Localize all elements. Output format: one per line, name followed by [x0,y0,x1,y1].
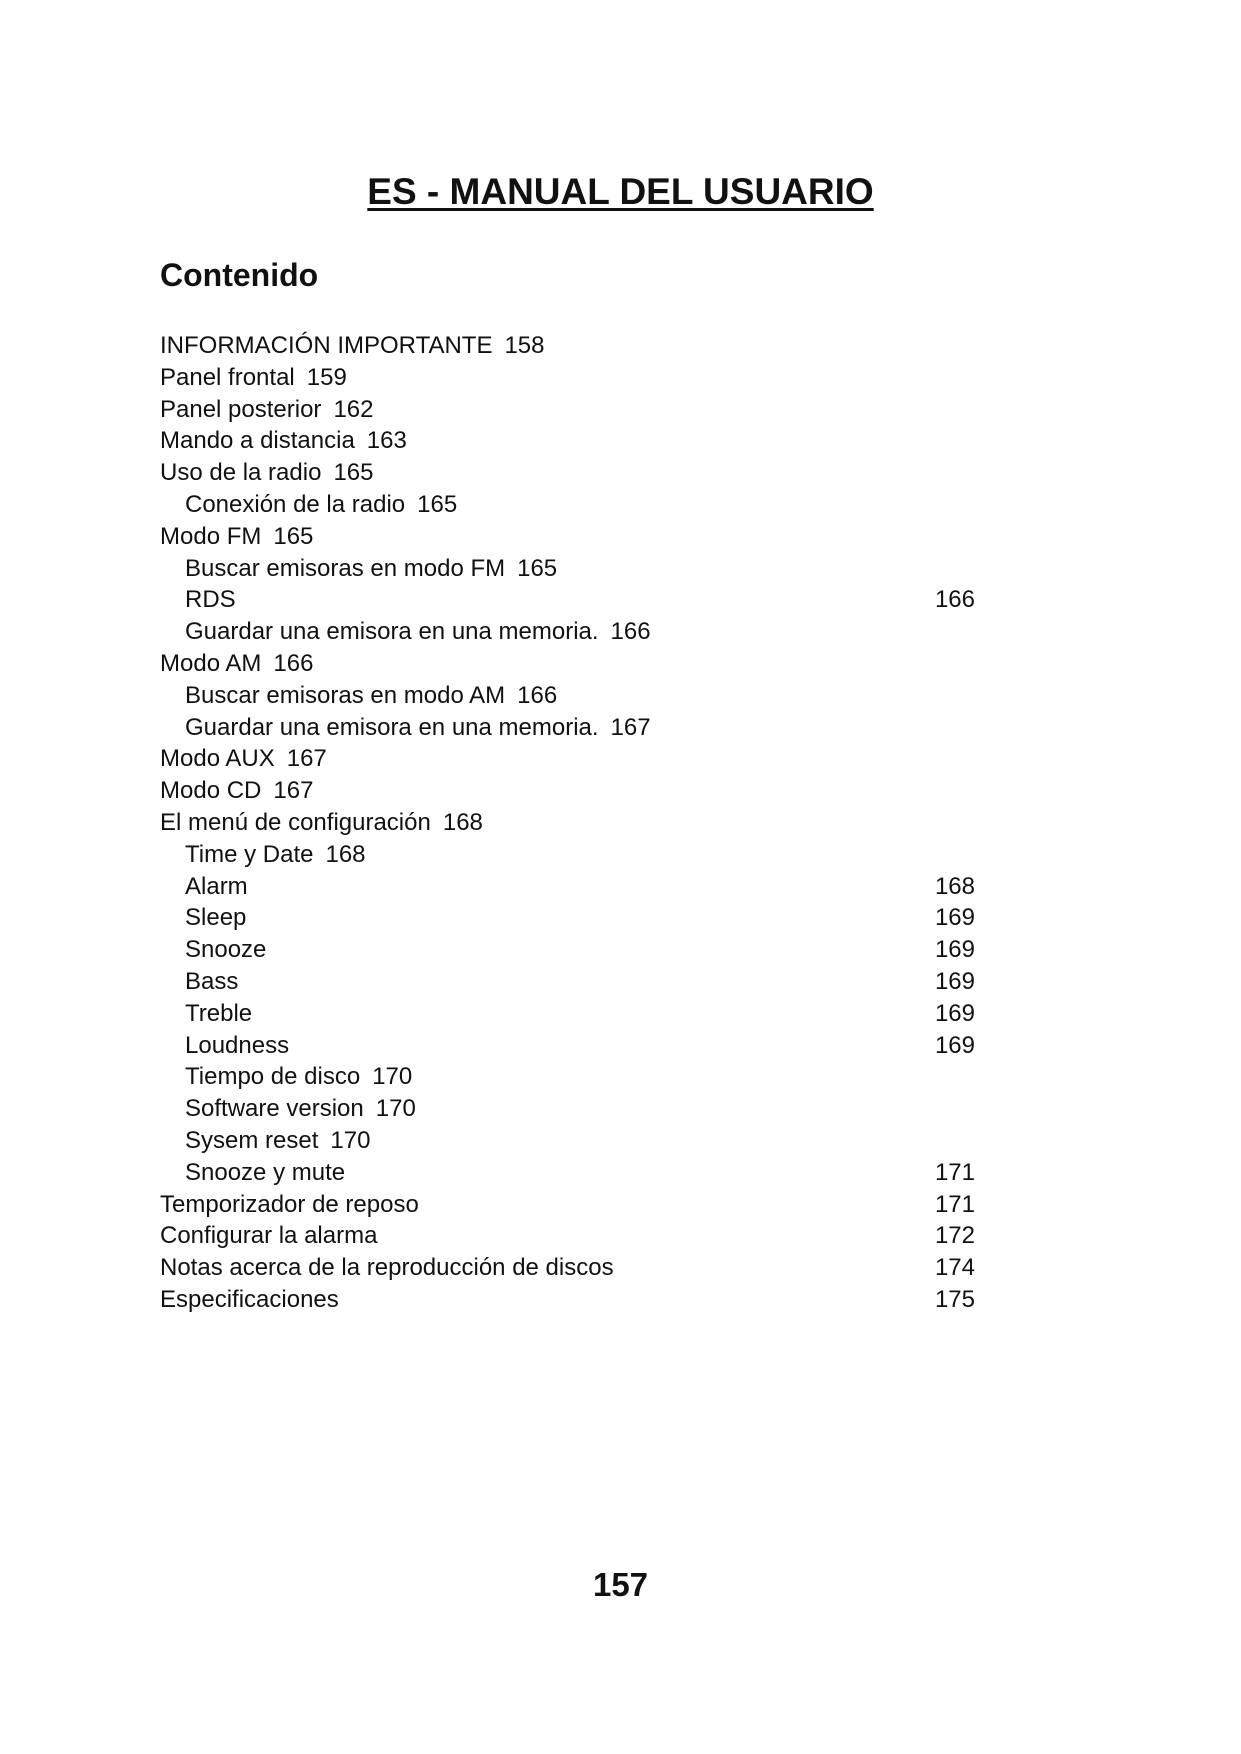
toc-entry-page: 171 [934,1158,975,1186]
toc-entry [160,1189,975,1221]
toc-entry-label: Guardar una emisora en una memoria. [185,618,599,646]
toc-entry [160,584,975,616]
toc-entry [160,998,975,1030]
toc-entry-page: 166 [610,618,651,646]
toc-entry-label: Configurar la alarma [160,1222,378,1250]
contents-heading: Contenido [160,257,319,293]
toc-entry-page: 165 [517,554,558,582]
toc-entry-label: Panel posterior [160,395,322,423]
toc-entry-page: 159 [306,363,347,391]
toc-entry [160,743,975,775]
toc-entry-page: 169 [934,967,975,995]
toc-entry [160,1125,975,1157]
toc-entry [160,902,975,934]
toc-entry [160,1093,975,1125]
toc-entry-page: 171 [934,1190,975,1218]
toc-entry-page: 167 [286,745,327,773]
toc-entry-page: 166 [934,586,975,614]
toc-entry-page: 165 [417,490,458,518]
toc-entry-label: Modo AUX [160,745,275,773]
toc-entry-label: Sleep [185,904,247,932]
toc-entry [160,807,975,839]
toc-entry-label: Sysem reset [185,1126,319,1154]
toc-entry [160,616,975,648]
toc-entry-label: INFORMACIÓN IMPORTANTE [160,332,493,359]
toc-entry-page: 167 [610,713,651,741]
toc-entry-label: Conexión de la radio [185,490,406,518]
toc-entry [160,680,975,712]
toc-entry-label: Software version [185,1095,364,1123]
toc-entry-page: 169 [934,999,975,1027]
toc-entry-label: Tiempo de disco [185,1063,361,1091]
toc-entry [160,712,975,744]
toc-entry-label: Snooze y mute [185,1158,346,1186]
toc-entry [160,394,975,426]
toc-entry [160,871,975,903]
toc-entry-label: Modo AM [160,649,262,677]
toc-entry-label: Bass [185,967,239,995]
toc-entry-page: 170 [330,1126,371,1154]
toc-entry-page: 158 [504,332,545,359]
toc-entry [160,1252,975,1284]
toc-entry [160,839,975,871]
toc-entry-page: 163 [366,427,407,455]
toc-entry-page: 170 [375,1095,416,1123]
toc-entry-label: Buscar emisoras en modo FM [185,554,506,582]
toc-entry [160,330,975,362]
toc-entry [160,425,975,457]
toc-entry-label: Guardar una emisora en una memoria. [185,713,599,741]
toc-entry-label: RDS [185,586,236,614]
toc-entry-label: Snooze [185,936,267,964]
toc-entry [160,1061,975,1093]
toc-entry-page: 174 [934,1254,975,1282]
toc-entry-page: 165 [273,522,314,550]
toc-entry-page: 168 [934,872,975,900]
toc-entry [160,1284,975,1316]
toc-entry-label: Especificaciones [160,1285,339,1313]
toc-entry [160,1030,975,1062]
toc-entry-page: 166 [273,649,314,677]
document-title [0,168,1241,216]
toc-entry-page: 165 [333,459,374,487]
toc-entry-label: Alarm [185,872,248,900]
toc-entry-label: Notas acerca de la reproducción de discos [160,1254,614,1282]
page-number: 157 [592,1566,649,1603]
toc-entry [160,489,975,521]
toc-entry-page: 168 [442,808,483,836]
toc-entry-label: Modo CD [160,777,262,805]
toc-entry-page: 162 [333,395,374,423]
toc-entry-label: Buscar emisoras en modo AM [185,681,506,709]
toc-entry-label: El menú de configuración [160,808,431,836]
toc-entry-label: Panel frontal [160,363,295,391]
toc-entry [160,648,975,680]
toc-entry [160,966,975,998]
toc-entry [160,1220,975,1252]
toc-entry [160,521,975,553]
table-of-contents [160,330,975,1316]
toc-entry-label: Loudness [185,1031,290,1059]
toc-entry-page: 167 [273,777,314,805]
toc-entry [160,362,975,394]
toc-entry-page: 169 [934,1031,975,1059]
toc-entry-label: Treble [185,999,253,1027]
toc-entry-page: 175 [934,1285,975,1313]
toc-entry-label: Modo FM [160,522,262,550]
toc-entry-page: 168 [325,840,366,868]
toc-entry-page: 169 [934,904,975,932]
toc-entry-page: 166 [517,681,558,709]
document-title-text: ES - MANUAL DEL USUARIO [367,171,874,212]
toc-entry-page: 172 [934,1222,975,1250]
toc-entry [160,1157,975,1189]
toc-entry [160,457,975,489]
toc-entry-page: 169 [934,936,975,964]
toc-entry [160,934,975,966]
toc-entry [160,553,975,585]
toc-entry-label: Uso de la radio [160,459,322,487]
toc-entry-label: Temporizador de reposo [160,1190,419,1218]
toc-entry-page: 170 [372,1063,413,1091]
toc-entry-label: Time y Date [185,840,314,868]
toc-entry [160,775,975,807]
toc-entry-label: Mando a distancia [160,427,355,455]
